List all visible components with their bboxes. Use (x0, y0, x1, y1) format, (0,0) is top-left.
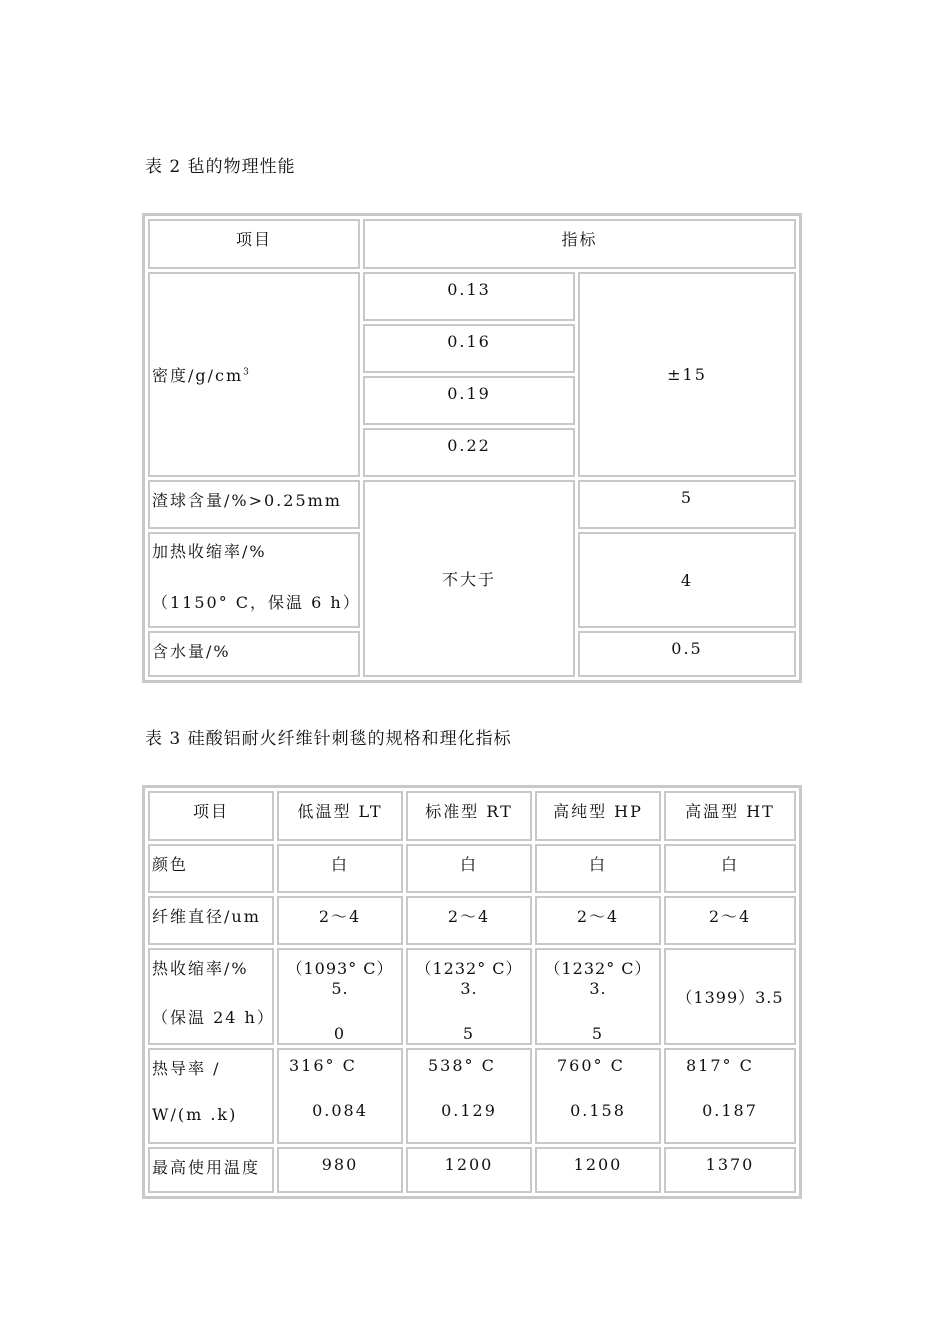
color-value: 白 (277, 844, 403, 893)
fiber-diameter-value: 2～4 (406, 896, 532, 945)
physical-properties-table (142, 213, 802, 683)
max-temperature-label: 最高使用温度 (148, 1147, 274, 1193)
shot-content-label: 渣球含量/%>0.25mm (148, 480, 360, 529)
header-item: 项目 (148, 791, 274, 841)
thermal-shrinkage-line1: 热收缩率/% (152, 959, 249, 978)
header-ht: 高温型 HT (664, 791, 796, 841)
thermal-shrinkage-label (148, 948, 274, 1045)
heat-shrinkage-line2: （1150° C，保温 6 h） (152, 593, 361, 612)
thermal-shrinkage-value: （1093° C）5. 0 (277, 948, 403, 1045)
fiber-diameter-label: 纤维直径/um (148, 896, 274, 945)
heat-shrinkage-value: 4 (578, 532, 796, 628)
color-label: 颜色 (148, 844, 274, 893)
density-value: 0.19 (363, 376, 575, 425)
thermal-shrinkage-value: （1399）3.5 (664, 948, 796, 1045)
density-label: 密度$/g/cm^3$ (148, 272, 360, 477)
fiber-diameter-value: 2～4 (535, 896, 661, 945)
thermal-shrinkage-line2: （保温 24 h） (152, 1008, 275, 1027)
density-value: 0.22 (363, 428, 575, 477)
thermal-conductivity-line1: 热导率 / (152, 1059, 221, 1078)
table2-caption: 表 2 毡的物理性能 (145, 157, 296, 177)
header-index: 指标 (363, 219, 796, 269)
thermal-conductivity-line2: W/(m .k) (152, 1105, 238, 1124)
moisture-label: 含水量/% (148, 631, 360, 677)
heat-shrinkage-label (148, 532, 360, 628)
not-more-than: 不大于 (363, 480, 575, 677)
max-temperature-value: 1200 (406, 1147, 532, 1193)
header-rt: 标准型 RT (406, 791, 532, 841)
max-temperature-value: 1370 (664, 1147, 796, 1193)
header-hp: 高纯型 HP (535, 791, 661, 841)
thermal-shrinkage-value: （1232° C）3. 5 (535, 948, 661, 1045)
shot-content-value: 5 (578, 480, 796, 529)
thermal-conductivity-value: 538° C 0.129 (406, 1048, 532, 1144)
color-value: 白 (406, 844, 532, 893)
thermal-conductivity-value: 760° C 0.158 (535, 1048, 661, 1144)
moisture-value: 0.5 (578, 631, 796, 677)
fiber-diameter-value: 2～4 (664, 896, 796, 945)
fiber-diameter-value: 2～4 (277, 896, 403, 945)
max-temperature-value: 980 (277, 1147, 403, 1193)
max-temperature-value: 1200 (535, 1147, 661, 1193)
heat-shrinkage-line1: 加热收缩率/% (152, 542, 267, 561)
density-value: 0.13 (363, 272, 575, 321)
specification-table (142, 785, 802, 1199)
density-value: 0.16 (363, 324, 575, 373)
color-value: 白 (535, 844, 661, 893)
color-value: 白 (664, 844, 796, 893)
density-tolerance: ±15 (578, 272, 796, 477)
thermal-conductivity-label (148, 1048, 274, 1144)
header-item: 项目 (148, 219, 360, 269)
thermal-conductivity-value: 817° C 0.187 (664, 1048, 796, 1144)
table3-caption: 表 3 硅酸铝耐火纤维针刺毯的规格和理化指标 (145, 729, 512, 749)
thermal-conductivity-value: 316° C 0.084 (277, 1048, 403, 1144)
header-lt: 低温型 LT (277, 791, 403, 841)
thermal-shrinkage-value: （1232° C）3. 5 (406, 948, 532, 1045)
